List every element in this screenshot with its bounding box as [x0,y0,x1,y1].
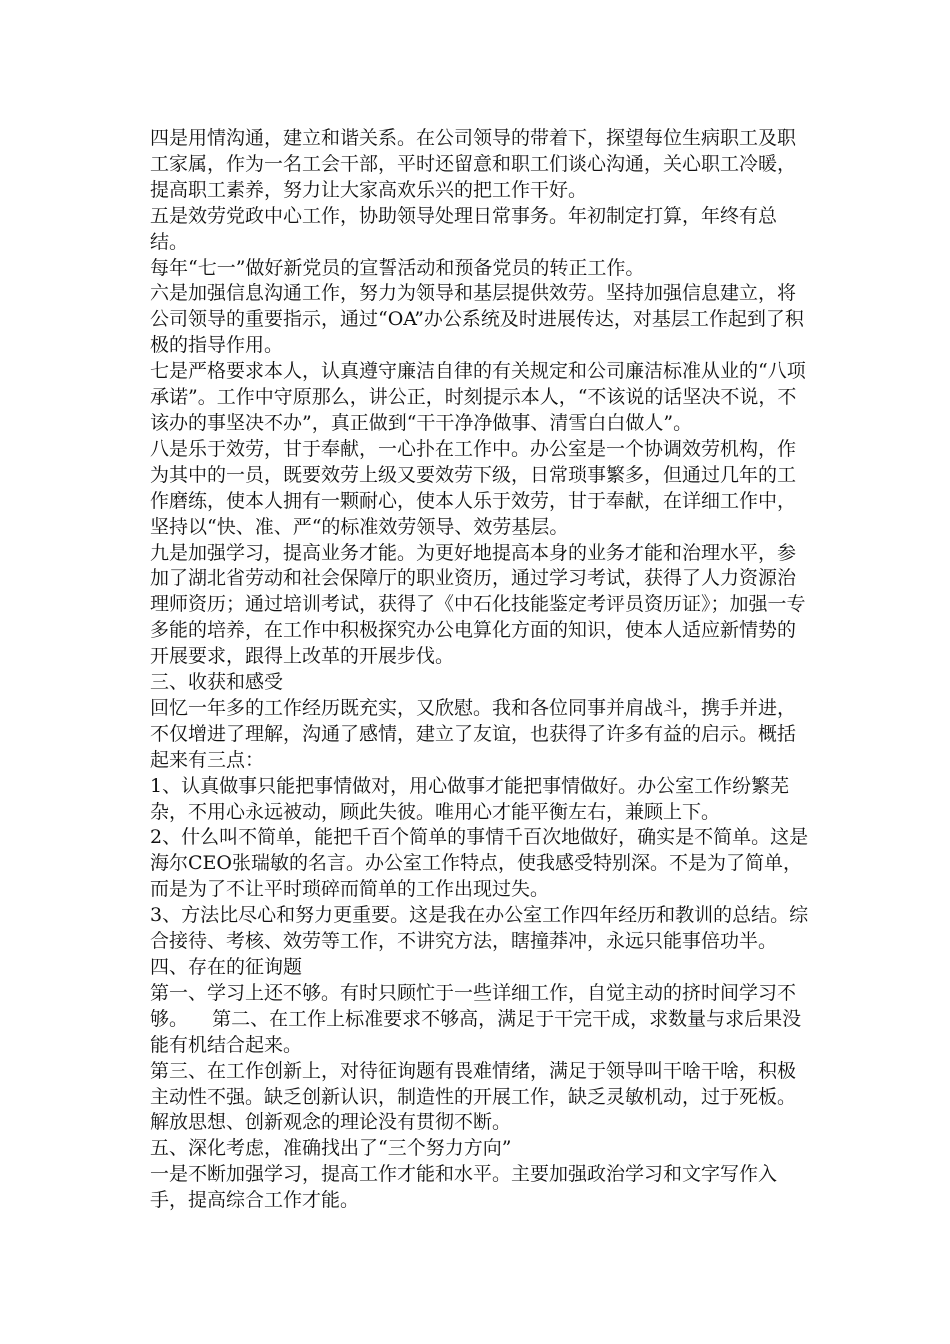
paragraph-direction-1: 一是不断加强学习，提高工作才能和水平。主要加强政治学习和文字写作入手，提高综合工作才能。 [150,1163,778,1212]
document-body [150,126,810,1214]
paragraph-seventh-point: 七是严格要求本人，认真遵守廉洁自律的有关规定和公司廉洁标准从业的“八项承诺”。工作中守原那么，讲公正，时刻提示本人，“不该说的话坚决不说，不该办的事坚决不办”，真正做到“干干净净做事、清雪白白做人”。 [150,360,806,434]
section-heading-gains: 三、收获和感受 [150,671,284,694]
paragraph-lesson-3: 3、方法比尽心和努力更重要。这是我在办公室工作四年经历和教训的总结。综合接待、考核、效劳等工作，不讲究方法，瞎撞莽冲，永远只能事倍功半。 [150,904,809,953]
paragraph-lesson-2: 2、什么叫不简单，能把千百个简单的事情千百次地做好，确实是不简单。这是海尔CEO张瑞敏的名言。办公室工作特点，使我感受特别深。不是为了简单，而是为了不让平时琐碎而简单的工作出现过失。 [150,826,809,901]
paragraph-eighth-point: 八是乐于效劳，甘于奉献，一心扑在工作中。办公室是一个协调效劳机构，作为其中的一员，既要效劳上级又要效劳下级，日常琐事繁多，但通过几年的工作磨练，使本人拥有一颗耐心，使本人乐于效劳，甘于奉献，在详细工作中，坚持以“快、准、严“的标准效劳领导、效劳基层。 [150,437,797,538]
paragraph-july-first: 每年“七一”做好新党员的宣誓活动和预备党员的转正工作。 [150,256,645,279]
paragraph-ninth-point: 九是加强学习，提高业务才能。为更好地提高本身的业务才能和治理水平，参加了湖北省劳动和社会保障厅的职业资历，通过学习考试，获得了人力资源治理师资历；通过培训考试，获得了《中石化技能鉴定考评员资历证》；加强一专多能的培养，在工作中积极探究办公电算化方面的知识，使本人适应新情势的开展要求，跟得上改革的开展步伐。 [150,541,806,668]
section-heading-issues: 四、存在的征询题 [150,956,303,978]
paragraph-issue-1-2: 第一、学习上还不够。有时只顾忙于一些详细工作，自觉主动的挤时间学习不够。 第二、在工作上标准要求不够高，满足于干完干成，求数量与求后果没能有机结合起来。 [150,981,802,1056]
paragraph-review: 回忆一年多的工作经历既充实，又欣慰。我和各位同事并肩战斗，携手并进，不仅增进了理解，沟通了感情，建立了友谊，也获得了许多有益的启示。概括起来有三点： [150,696,797,771]
paragraph-issue-3: 第三、在工作创新上，对待征询题有畏难情绪，满足于领导叫干啥干啥，积极主动性不强。缺乏创新认识，制造性的开展工作，缺乏灵敏机动，过于死板。解放思想、创新观念的理论没有贯彻不断。 [150,1059,797,1134]
section-heading-directions: 五、深化考虑，准确找出了“三个努力方向” [150,1137,512,1160]
paragraph-fifth-point: 五是效劳党政中心工作，协助领导处理日常事务。年初制定打算，年终有总结。 [150,204,778,253]
paragraph-lesson-1: 1、认真做事只能把事情做对，用心做事才能把事情做好。办公室工作纷繁芜杂，不用心永远被动，顾此失彼。唯用心才能平衡左右，兼顾上下。 [150,774,790,823]
paragraph-sixth-point: 六是加强信息沟通工作，努力为领导和基层提供效劳。坚持加强信息建立，将公司领导的重要指示，通过“OA”办公系统及时进展传达，对基层工作起到了积极的指导作用。 [150,282,804,357]
paragraph-fourth-point: 四是用情沟通，建立和谐关系。在公司领导的带着下，探望每位生病职工及职工家属，作为一名工会干部，平时还留意和职工们谈心沟通，关心职工冷暖，提高职工素养，努力让大家高欢乐兴的把工作干好。 [150,127,797,201]
